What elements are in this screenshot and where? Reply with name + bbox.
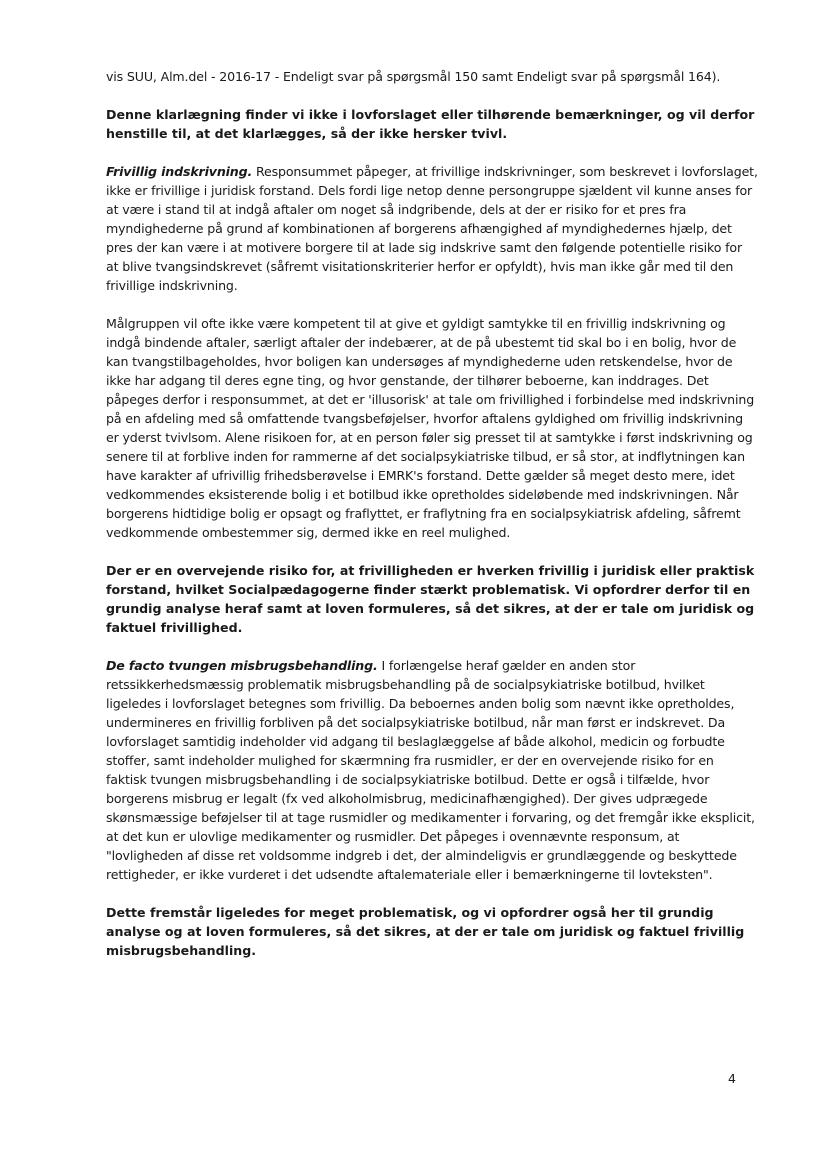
document-body	[106, 67, 758, 979]
section-text-frivillig-indskrivning: Responsummet påpeger, at frivillige indskrivninger, som beskrevet i lovforslaget, ikke er frivillige i juridisk forstand. Dels fordi lige netop denne persongruppe sjældent vil kunne anses for at være i stand til at indgå aftaler om noget så indgribende, dels at der er risiko for et pres fra myndighederne på grund af kombinationen af borgerens afhængighed af myndighedernes hjælp, det pres der kan være i at motivere borgere til at lade sig indskrive samt den følgende potentielle risiko for at blive tvangsindskrevet (såfremt visitationskriterier herfor er opfyldt), hvis man ikke går med til den frivillige indskrivning.	[106, 164, 758, 293]
section-de-facto-misbrugsbehandling	[106, 656, 758, 884]
statement-paragraph-3: Dette fremstår ligeledes for meget problematisk, og vi opfordrer også her til grundig analyse og at loven formuleres, så det sikres, at der er tale om juridisk og faktuel frivillig misbrugsbehandling.	[106, 905, 745, 958]
intro-paragraph: vis SUU, Alm.del - 2016-17 - Endeligt svar på spørgsmål 150 samt Endeligt svar på spørgsmål 164).	[106, 69, 721, 84]
statement-paragraph-1: Denne klarlægning finder vi ikke i lovforslaget eller tilhørende bemærkninger, og vil derfor henstille til, at det klarlægges, så der ikke hersker tvivl.	[106, 107, 755, 141]
section-heading-frivillig-indskrivning: Frivillig indskrivning.	[106, 164, 253, 179]
section-frivillig-indskrivning	[106, 162, 758, 295]
statement-paragraph-2: Der er en overvejende risiko for, at frivilligheden er hverken frivillig i juridisk eller praktisk forstand, hvilket Socialpædagogerne finder stærkt problematisk. Vi opfordrer derfor til en grundig analyse heraf samt at loven formuleres, så det sikres, at der er tale om juridisk og faktuel frivillighed.	[106, 563, 755, 635]
body-paragraph-maalgruppen: Målgruppen vil ofte ikke være kompetent til at give et gyldigt samtykke til en frivillig indskrivning og indgå bindende aftaler, særligt aftaler der indebærer, at de på ubestemt tid skal bo i en bolig, hvor de kan tvangstilbageholdes, hvor boligen kan undersøges af myndighederne uden retskendelse, hvor de ikke har adgang til deres egne ting, og hvor genstande, der tilhører beboerne, kan inddrages. Det påpeges derfor i responsummet, at det er 'illusorisk' at tale om frivillighed i forbindelse med indskrivning på en afdeling med så omfattende tvangsbeføjelser, hvorfor aftalens gyldighed om frivillig indskrivning er yderst tvivlsom. Alene risikoen for, at en person føler sig presset til at samtykke i først indskrivning og senere til at forblive inden for rammerne af det socialpsykiatriske tilbud, er så stor, at indflytningen kan have karakter af ufrivillig frihedsberøvelse i EMRK's forstand. Dette gælder så meget desto mere, idet vedkommendes eksisterende bolig i et botilbud ikke opretholdes sideløbende med indskrivningen. Når borgerens hidtidige bolig er opsagt og fraflyttet, er fraflytning fra en socialpsykiatrisk afdeling, såfremt vedkommende ombestemmer sig, dermed ikke en reel mulighed.	[106, 316, 755, 540]
section-text-de-facto: I forlængelse heraf gælder en anden stor retssikkerhedsmæssig problematik misbrugsbehandling på de socialpsykiatriske botilbud, hvilket ligeledes i lovforslaget betegnes som frivillig. Da beboernes anden bolig som nævnt ikke opretholdes, undermineres en frivillig forbliven på det socialpsykiatriske botilbud, når man først er indskrevet. Da lovforslaget samtidig indeholder vid adgang til beslaglæggelse af både alkohol, medicin og forbudte stoffer, samt indeholder mulighed for skærmning fra rusmidler, er der en overvejende risiko for en faktisk tvungen misbrugsbehandling i de socialpsykiatriske botilbud. Dette er også i tilfælde, hvor borgerens misbrug er legalt (fx ved alkoholmisbrug, medicinafhængighed). Der gives udprægede skønsmæssige beføjelser til at tage rusmidler og medikamenter i forvaring, og det fremgår ikke eksplicit, at det kun er ulovlige medikamenter og rusmidler. Det påpeges i ovennævnte responsum, at "lovligheden af disse ret voldsomme indgreb i det, der almindeligvis er grundlæggende og beskyttede rettigheder, er ikke vurderet i det udsendte aftalemateriale eller i bemærkningerne til lovteksten".	[106, 658, 755, 882]
section-heading-de-facto: De facto tvungen misbrugsbehandling.	[106, 658, 378, 673]
page-number: 4	[728, 1071, 736, 1086]
